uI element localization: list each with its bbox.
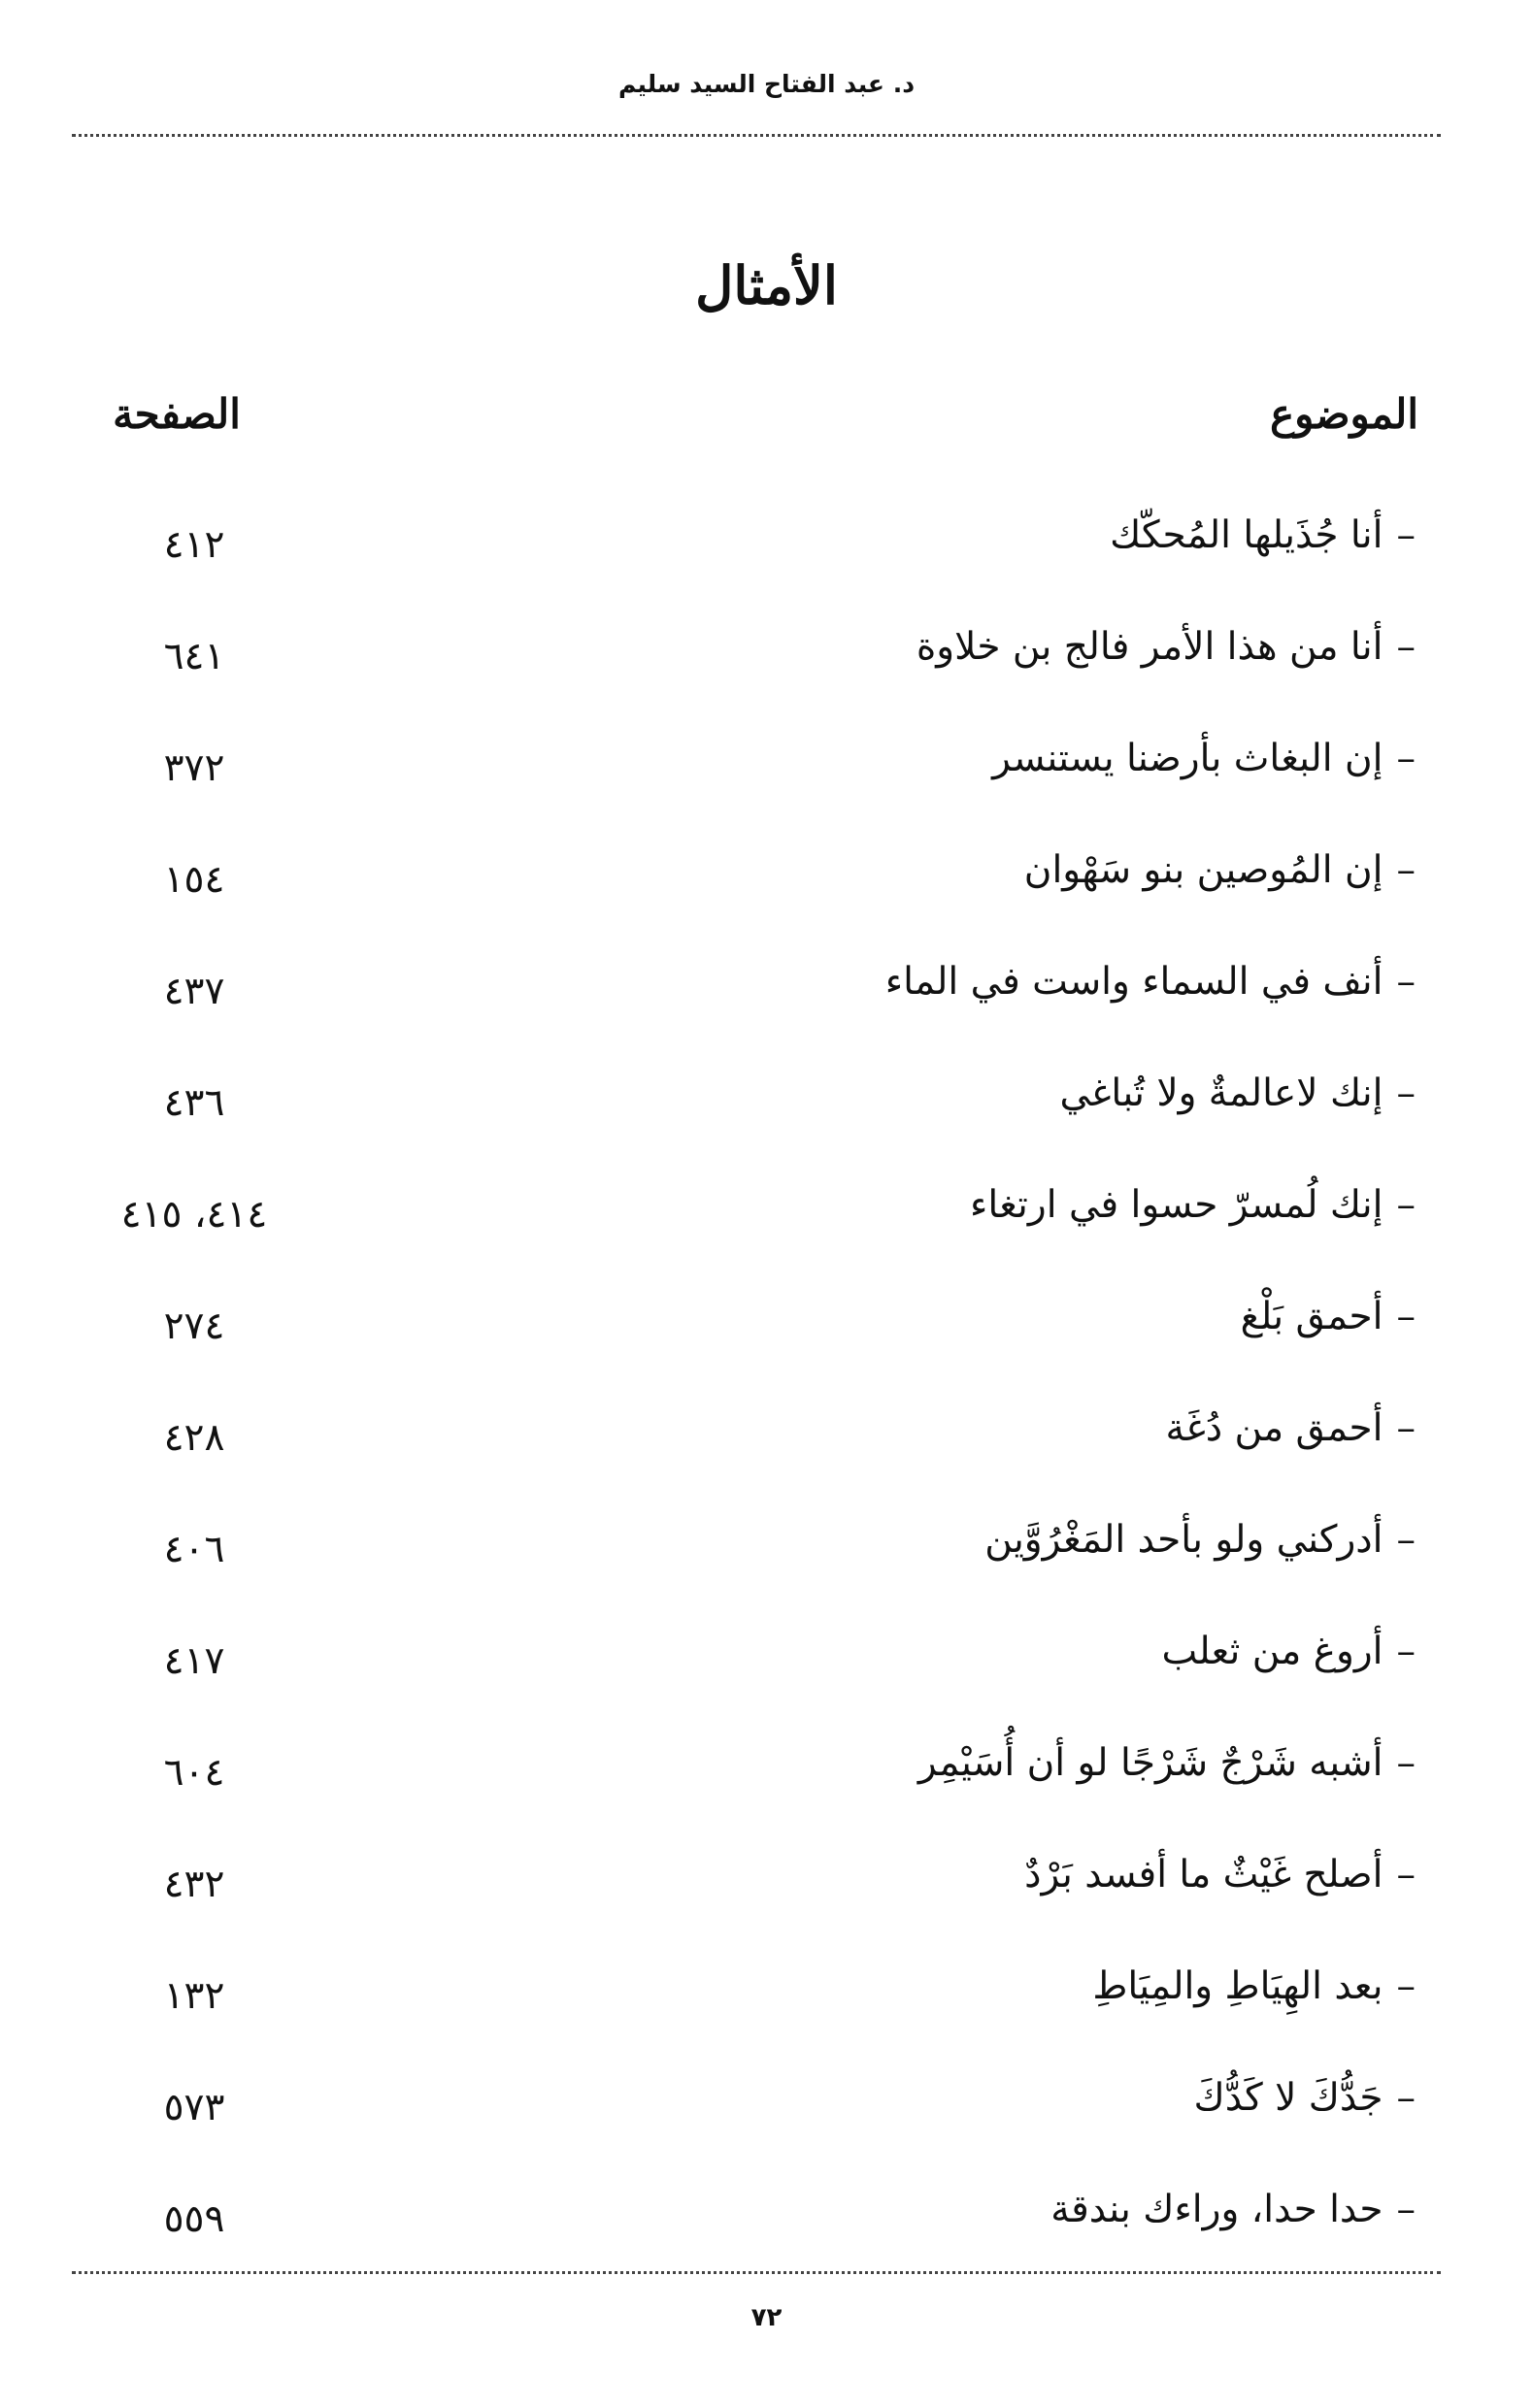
- page-title: الأمثال: [695, 254, 838, 316]
- entry-topic: [916, 618, 1416, 676]
- entry-dash: –: [1396, 1183, 1416, 1227]
- entry-dash: –: [1396, 2188, 1416, 2231]
- entry-dash: –: [1396, 737, 1416, 780]
- index-entry: [72, 1846, 1441, 1958]
- entry-page-number: ٥٧٣: [163, 2086, 225, 2129]
- entry-page-number: ٥٥٩: [163, 2197, 225, 2241]
- entry-text: أنا من هذا الأمر فالج بن خلاوة: [916, 625, 1383, 669]
- index-entry: [72, 730, 1441, 841]
- entry-dash: –: [1396, 2076, 1416, 2120]
- column-header-topic: الموضوع: [1270, 390, 1418, 438]
- index-entry: [72, 1176, 1441, 1288]
- footer-rule: [72, 2271, 1441, 2274]
- entry-page-number: ٢٧٤: [163, 1304, 225, 1348]
- entry-text: أحمق بَلْغ: [1240, 1295, 1383, 1338]
- entry-topic: [1024, 1846, 1416, 1904]
- entry-topic: [1165, 1400, 1416, 1458]
- entry-dash: –: [1396, 513, 1416, 557]
- entry-dash: –: [1396, 1741, 1416, 1785]
- entry-topic: [1092, 1958, 1416, 2016]
- index-entry: [72, 953, 1441, 1065]
- column-header-page: الصفحة: [113, 390, 241, 438]
- index-entry: [72, 507, 1441, 618]
- proverbs-index-list: [72, 507, 1441, 2293]
- entry-page-number: ٤١٤، ٤١٥: [120, 1193, 268, 1237]
- index-entry: [72, 1288, 1441, 1400]
- entry-topic: [1110, 507, 1416, 565]
- entry-topic: [1161, 1623, 1416, 1681]
- header-rule: [72, 134, 1441, 137]
- index-entry: [72, 841, 1441, 953]
- index-entry: [72, 1400, 1441, 1511]
- index-entry: [72, 1623, 1441, 1734]
- entry-text: أنف في السماء واست في الماء: [884, 960, 1383, 1004]
- entry-text: أصلح غَيْثٌ ما أفسد بَرْدٌ: [1024, 1853, 1383, 1897]
- entry-dash: –: [1396, 1295, 1416, 1338]
- entry-dash: –: [1396, 1406, 1416, 1450]
- entry-text: إنك لُمسرّ حسوا في ارتغاء: [970, 1183, 1383, 1227]
- entry-topic: [1024, 841, 1416, 900]
- index-entry: [72, 1958, 1441, 2069]
- entry-page-number: ٤٢٨: [163, 1416, 225, 1460]
- index-entry: [72, 1734, 1441, 1846]
- entry-text: أحمق من دُغَة: [1165, 1406, 1383, 1450]
- page-number: ٧٢: [750, 2303, 783, 2332]
- entry-text: إنك لاعالمةٌ ولا تُباغي: [1059, 1072, 1383, 1115]
- entry-topic: [1194, 2069, 1416, 2128]
- entry-page-number: ١٥٤: [163, 858, 225, 902]
- entry-text: أشبه شَرْجٌ شَرْجًا لو أن أُسَيْمِر: [917, 1741, 1383, 1785]
- entry-topic: [984, 1511, 1416, 1569]
- entry-dash: –: [1396, 1518, 1416, 1562]
- entry-text: بعد الهِيَاطِ والمِيَاطِ: [1092, 1964, 1383, 2008]
- entry-text: جَدُّكَ لا كَدُّكَ: [1193, 2076, 1383, 2120]
- entry-topic: [885, 953, 1416, 1011]
- index-entry: [72, 2069, 1441, 2181]
- entry-topic: [1241, 1288, 1416, 1346]
- entry-dash: –: [1396, 1630, 1416, 1673]
- entry-text: إن البغاث بأرضنا يستنسر: [992, 737, 1383, 780]
- entry-page-number: ٤٣٧: [163, 970, 225, 1013]
- entry-page-number: ٤١٢: [163, 523, 225, 567]
- entry-dash: –: [1396, 848, 1416, 892]
- entry-page-number: ١٣٢: [163, 1974, 225, 2018]
- index-entry: [72, 1511, 1441, 1623]
- entry-dash: –: [1396, 960, 1416, 1004]
- entry-page-number: ٤٣٦: [163, 1081, 225, 1125]
- index-entry: [72, 618, 1441, 730]
- entry-dash: –: [1396, 1072, 1416, 1115]
- entry-topic: [992, 730, 1416, 788]
- entry-topic: [1050, 2181, 1416, 2239]
- entry-topic: [1060, 1065, 1416, 1123]
- entry-text: أروغ من ثعلب: [1161, 1630, 1383, 1673]
- entry-dash: –: [1396, 625, 1416, 669]
- index-entry: [72, 2181, 1441, 2293]
- entry-page-number: ٦٤١: [163, 635, 225, 678]
- entry-text: أنا جُذَيلها المُحكّك: [1110, 513, 1383, 557]
- entry-page-number: ٤٠٦: [163, 1528, 225, 1571]
- entry-text: إن المُوصين بنو سَهْوان: [1023, 848, 1383, 892]
- entry-text: حدا حدا، وراءك بندقة: [1050, 2188, 1383, 2231]
- entry-topic: [970, 1176, 1416, 1235]
- entry-page-number: ٦٠٤: [163, 1751, 225, 1795]
- entry-dash: –: [1396, 1964, 1416, 2008]
- entry-page-number: ٤٣٢: [163, 1863, 225, 1906]
- index-entry: [72, 1065, 1441, 1176]
- entry-page-number: ٣٧٢: [163, 746, 225, 790]
- running-header: د. عبد الفتاح السيد سليم: [617, 70, 916, 98]
- entry-page-number: ٤١٧: [163, 1639, 225, 1683]
- entry-topic: [918, 1734, 1416, 1793]
- entry-text: أدركني ولو بأحد المَغْرُوَّين: [984, 1518, 1383, 1562]
- entry-dash: –: [1396, 1853, 1416, 1897]
